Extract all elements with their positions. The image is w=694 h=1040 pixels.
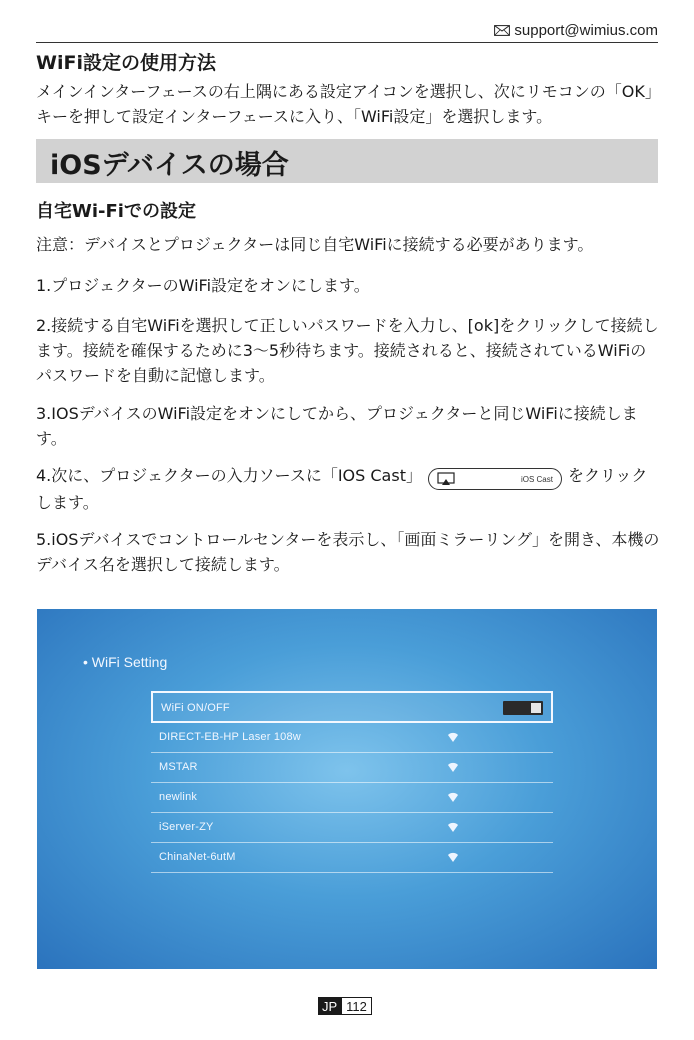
ios-cast-button — [428, 468, 562, 490]
step-1: 1.プロジェクターのWiFi設定をオンにします。 — [36, 276, 370, 295]
step-2: 2.接続する自宅WiFiを選択して正しいパスワードを入力し、[ok]をクリックして接続します。接続を確保するために3〜5秒待ちます。接続されると、接続されているWiFiのパスワードを自動に記憶します。 — [36, 316, 659, 385]
wifi-toggle-switch[interactable] — [503, 701, 543, 715]
step-4-text-before: 4.次に、プロジェクターの入力ソースに「IOS Cast」 — [36, 466, 422, 485]
toggle-knob — [531, 703, 541, 713]
section-title: iOSデバイスの場合 — [50, 150, 289, 181]
step-4 — [36, 463, 660, 515]
airplay-icon — [437, 472, 455, 486]
support-email[interactable]: support@wimius.com — [514, 22, 658, 39]
step-3: 3.IOSデバイスのWiFi設定をオンにしてから、プロジェクターと同じWiFiに接続します。 — [36, 404, 638, 448]
wifi-signal-icon — [447, 731, 459, 743]
wifi-signal-icon — [447, 821, 459, 833]
step-4-text-after: をクリックします。 — [36, 466, 648, 512]
wifi-network-name: MSTAR — [159, 761, 198, 773]
wifi-toggle-row[interactable] — [151, 691, 553, 723]
wifi-setting-screenshot — [37, 609, 657, 969]
language-badge: JP — [318, 997, 341, 1015]
wifi-network-row[interactable] — [151, 783, 553, 813]
wifi-network-list — [151, 691, 553, 873]
wifi-network-row[interactable] — [151, 843, 553, 873]
wifi-signal-icon — [447, 791, 459, 803]
wifi-signal-icon — [447, 851, 459, 863]
wifi-network-row[interactable] — [151, 723, 553, 753]
wifi-network-name: DIRECT-EB-HP Laser 108w — [159, 731, 301, 743]
wifi-signal-icon — [447, 761, 459, 773]
wifi-network-row[interactable] — [151, 753, 553, 783]
support-contact — [494, 22, 658, 39]
wifi-network-name: ChinaNet-6utM — [159, 851, 236, 863]
wifi-setting-title: • WiFi Setting — [83, 654, 168, 670]
note-text: 注意：デバイスとプロジェクターは同じ自宅WiFiに接続する必要があります。 — [36, 235, 594, 254]
wifi-network-row[interactable] — [151, 813, 553, 843]
step-5: 5.iOSデバイスでコントロールセンターを表示し、「画面ミラーリング」を開き、本機のデバイス名を選択して接続します。 — [36, 530, 660, 574]
wifi-heading: WiFi設定の使用方法 — [36, 52, 216, 74]
ios-cast-label: iOS Cast — [520, 474, 553, 484]
wifi-instructions: メインインターフェースの右上隅にある設定アイコンを選択し、次にリモコンの「OK」キーを押して設定インターフェースに入り、「WiFi設定」を選択します。 — [36, 82, 653, 126]
mail-icon — [494, 25, 510, 36]
section-banner — [36, 139, 658, 183]
wifi-toggle-label: WiFi ON/OFF — [161, 702, 230, 714]
page-number: 112 — [341, 997, 372, 1015]
wifi-network-name: newlink — [159, 791, 198, 803]
page-footer — [318, 997, 372, 1015]
page-header — [36, 20, 658, 43]
home-wifi-heading: 自宅Wi-Fiでの設定 — [36, 201, 196, 222]
wifi-network-name: iServer-ZY — [159, 821, 214, 833]
